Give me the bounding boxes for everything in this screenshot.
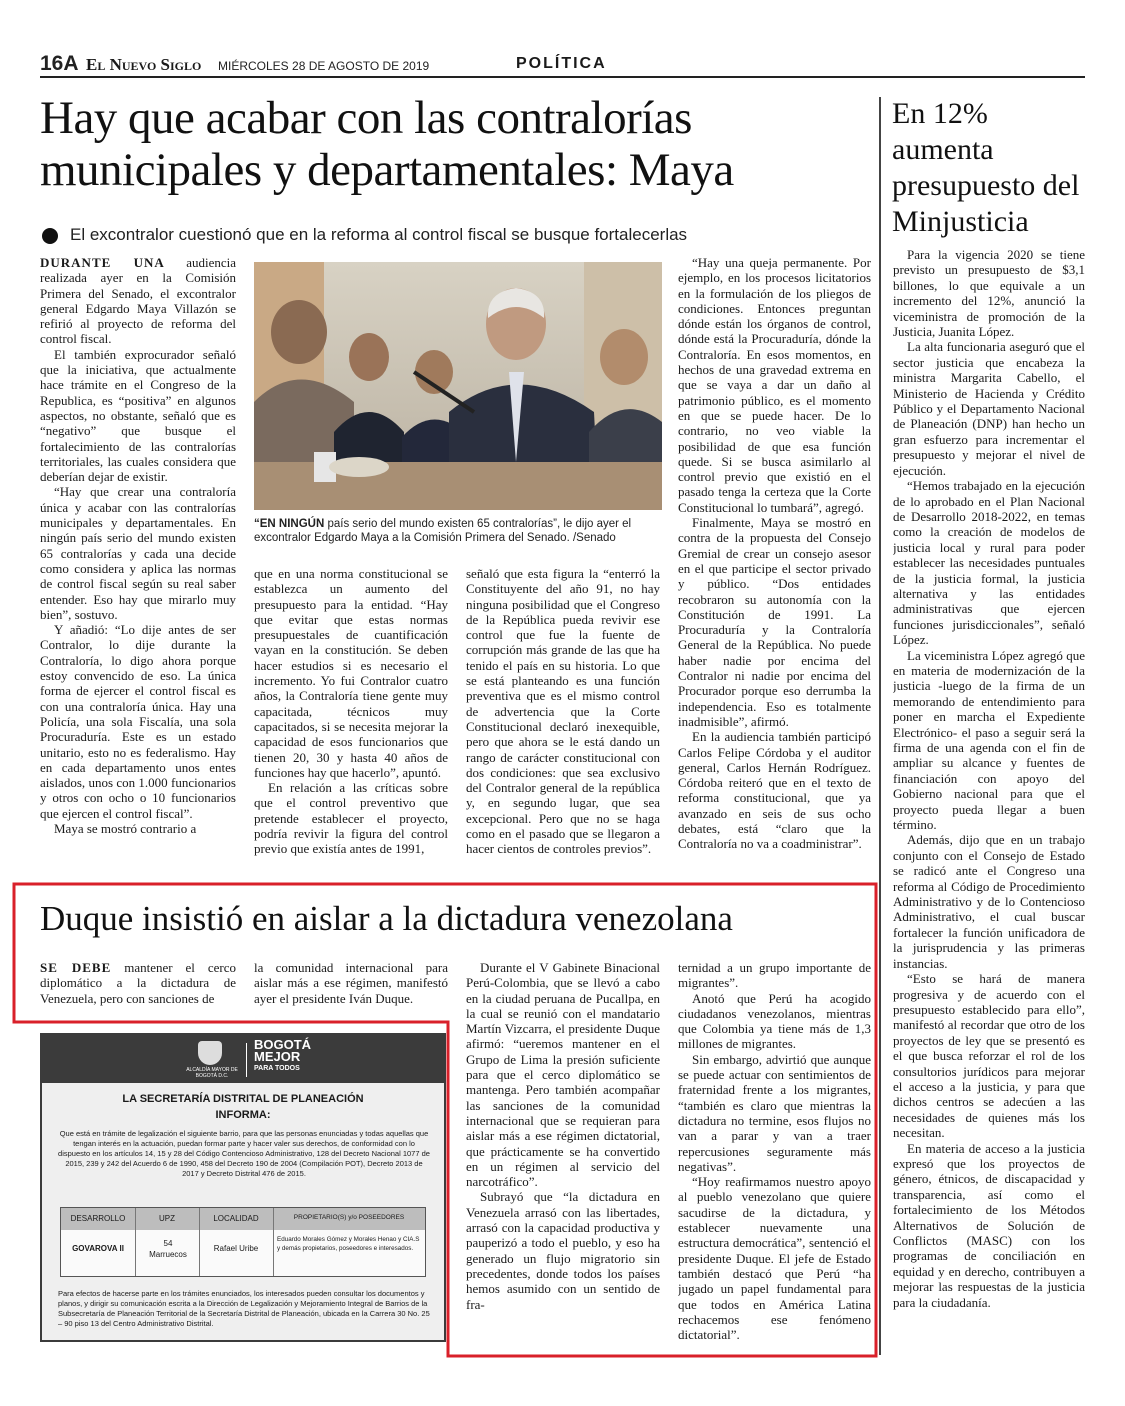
td-upz: 54 Marruecos (149, 1239, 187, 1259)
td-propietarios: Eduardo Morales Gómez y Morales Henao y CIA.S y demás propietarios, poseedores e interesados. (277, 1236, 420, 1252)
paragraph: Para la vigencia 2020 se tiene previsto un presupuesto de $3,1 billones, lo que equivale a un incremento del 12%, anunció la viceministra de promoción de la Justicia, Juanita López. (893, 247, 1085, 340)
paragraph: Anotó que Perú ha acogido ciudadanos venezolanos, mientras que Colombia ya tiene más de 1,3 millones de migrantes. (678, 990, 871, 1052)
col-divider (273, 1208, 274, 1276)
duque-headline: Duque insistió en aislar a la dictadura venezolana (40, 899, 733, 938)
paragraph: La alta funcionaria aseguró que el sector justicia que encabeza la ministra Margarita Cabello, el Ministerio de Hacienda y Crédito Público y el Departamento Nacional de Planeación (DNP) han hecho un gran esfuerzo para incrementar el presupuesto y mejorar el nivel de ejecución. (893, 339, 1085, 478)
logo-word-3: PARA TODOS (254, 1065, 300, 1072)
ad-body: Que está en trámite de legalización el siguiente barrio, para que las personas enunciadas y todas aquellas que tengan interés en la actuación, puedan formar parte y hacer valer sus derechos, de conformidad con lo dispuesto en los artículos 14, 15 y 28 del Código Contencioso Administrativo, 128 del Decreto Nacional 1077 de 2015, 239 y 242 del Acuerdo 6 de 1990, 458 del Decreto 190 de 2004 (Compilación POT), Decreto 2013 de 2017 y Decreto Distrital 476 de 2015. (58, 1129, 430, 1178)
main-subheadline: El excontralor cuestionó que en la reforma al control fiscal se busque fortalecerlas (70, 225, 688, 244)
logo-word-1: BOGOTÁ (254, 1037, 312, 1052)
paragraph: Subrayó que “la dictadura en Venezuela arrasó con las libertades, arrasó con la capacidad productiva y pauperizó a todo el pueblo, y eso ha generado un flujo migratorio sin precedentes, donde todos los países hemos asumido con un sentido de fra- (466, 1189, 660, 1312)
page-number: 16A (40, 52, 79, 75)
paragraph: Finalmente, Maya se mostró en contra de la propuesta del Consejo Gremial de crear un consejo asesor en el que participe el sector privado y público. “Dos entidades recobraron su autonomía con la Constitución de 1991. La Procuraduría y la Contraloría General de la República. No puede haber nadie por encima del Contralor ni nadie por encima del Procurador porque eso derrumba la independencia. Eso es totalmente inadmisible”, afirmó. (678, 515, 871, 729)
th-upz: UPZ (159, 1214, 175, 1223)
paragraph: Sin embargo, advirtió que aunque se puede actuar con sentimientos de fraternidad frente a los migrantes, “también es claro que mientras la dictadura no termine, esos flujos no van a parar y van a traer repercusiones seguramente más negativas”. (678, 1051, 871, 1174)
col-divider (135, 1208, 136, 1276)
paragraph: mantener el cerco diplomático a la dictadura de Venezuela, pero con sanciones de (40, 960, 236, 1006)
senate-hearing-image (254, 262, 662, 510)
ad-logo-right (254, 1039, 334, 1075)
paper-name: El Nuevo Siglo (86, 55, 202, 74)
photo-caption (254, 517, 659, 545)
paragraph: la comunidad internacional para aislar más a ese régimen, manifestó ayer el presidente Iván Duque. (254, 960, 448, 1006)
paragraph: Durante el V Gabinete Binacional Perú-Colombia, que se llevó a cabo en la ciudad peruana de Pucallpa, en la cual se reunió con el mandatario Martín Vizcarra, el presidente Duque afirmó: “ueremos mantener en el Grupo de Lima la presión suficiente para que el cerco diplomático se mantenga. Pero también acompañar las sanciones de la comunidad internacional que se requieran para aislar más a ese régimen dictatorial, que prácticamente se ha convertido en un régimen al servicio del narcotráfico”. (466, 960, 660, 1190)
td-localidad: Rafael Uribe (213, 1244, 259, 1253)
main-article-col4 (678, 255, 871, 877)
paragraph: “Hemos trabajado en la ejecución de lo aprobado en el Plan Nacional de Desarrollo 2018-2022, en temas como la creación de modelos de justicia local y rural para poder establecer las necesidades puntuales de la justicia formal, la justicia alternativa y las entidades administrativas que ejercen funciones jurisdiccionales”, señaló López. (893, 478, 1085, 648)
paragraph: “Hoy reafirmamos nuestro apoyo al pueblo venezolano que quiere sacudirse de la dictadura, y establecer nuevamente una estructura democrática”, sentenció el presidente Duque. El jefe de Estado también destacó que Perú “ha jugado un papel fundamental para que todos en América Latina rechacemos ese fenómeno dictatorial”. (678, 1174, 871, 1343)
caption-text: país serio del mundo existen 65 contralorías”, le dijo ayer el excontralor Edgardo Maya a la Comisión Primera del Senado. /Senado (254, 518, 632, 544)
main-headline: Hay que acabar con las contralorías municipales y departamentales: Maya (40, 92, 734, 196)
sidebar-article-body (893, 247, 1085, 1355)
ad-header-bar (42, 1035, 444, 1083)
page-header (40, 52, 1085, 76)
duque-col2 (254, 960, 448, 1020)
duque-col1 (40, 960, 236, 1020)
main-article-col2 (254, 566, 448, 877)
th-desarrollo: DESARROLLO (70, 1214, 126, 1223)
header-rule (40, 76, 1085, 78)
planning-notice-ad (40, 1033, 446, 1342)
col-divider (199, 1208, 200, 1276)
paragraph: “Hay una queja permanente. Por ejemplo, en los procesos licitatorios en la formulación de los pliegos de condiciones. Entonces preguntan dónde están los órganos de control, dónde está la Procuraduría, dónde la Contraloría. En esos momentos, en hechos de una gravedad extrema en que se vaya a dar un daño al patrimonio público, es el momento en que se puede hacer. De lo contrario, no veo viable la posibilidad de que esa función quede. Si se busca asimilarlo al control previo que existió en el pasado tenga la certeza que la Corte Constitucional lo tumbará”, agregó. (678, 255, 871, 515)
paragraph: ternidad a un grupo importante de migrantes”. (678, 960, 871, 991)
paragraph: En relación a las críticas sobre que el control preventivo que pretende establecer el proyecto, podría revivir la figura del control previo que existía antes de 1991, (254, 780, 448, 857)
lead-word: SE DEBE (40, 960, 112, 975)
paragraph: Y añadió: “Lo dije antes de ser Contralor, lo dije durante la Contraloría, lo digo ahora porque estoy convencido de eso. La única forma de ejercer el control fiscal es con una contraloría única. Hay una Policía, una sola Fiscalía, una sola Procuraduría. Este es un estado unitario, esto no es federalismo. Hay en cada departamento unos entes aislados, unos con 1.000 funcionarios y otros con ocho o 10 funcionarios que ejercen el control fiscal”. (40, 622, 236, 821)
paragraph: señaló que esta figura la “enterró la Constituyente del año 91, no hay ninguna posibilidad que el Congreso de la República pueda revivir ese control que fue la fuente de corrupción más grande de las que ha tenido el país en su historia. Lo que se está planteando es una función preventiva que es el mismo control de advertencia que la Corte Constitucional declaró inexequible, pero que ahora se le está dando un rango de carácter constitucional con dos condiciones: que sea exclusivo del Contralor general de la república y, en segundo lugar, que sea excepcional. Pero que no se haga como en el pasado que se llegaron a hacer cientos de controles previos”. (466, 566, 660, 857)
paragraph: Además, dijo que en un trabajo conjunto con el Consejo de Estado se radicó ante el Congreso una reforma al Código de Procedimiento Administrativo y de lo Contencioso Administrativo, el cual buscar fortalecer la función unificadora de la jurisprudencia y las primeras instancias. (893, 832, 1085, 971)
paragraph: La viceministra López agregó que en materia de modernización de la justicia -luego de la firma de un memorando de entendimiento para poner en marcha el Expediente Electrónico- el paso a seguir será la firma de una agenda con el fin de ampliar su alcance y fuentes de financiación con apoyo del Gobierno nacional para que el proyecto pueda llegar a buen término. (893, 647, 1085, 833)
ad-logo-left: ALCALDÍA MAYOR DE BOGOTÁ D.C. (186, 1067, 238, 1079)
paragraph: que en una norma constitucional se establezca un aumento del presupuesto para la entidad. “Hay que evitar que estas normas presupuestales de cuantificación vayan en la constitución. Se deben hacer estudios si es necesario el incremento. Yo fui Contralor cuatro años, la Contraloría tiene gente muy capacitada, técnicos muy capacitados, si se necesita mejorar la capacidad de esos funcionarios que tienen 20, 30 y hasta 40 años de funciones hay que hacerlo”, apuntó. (254, 566, 448, 780)
coat-of-arms-icon (198, 1041, 222, 1065)
ad-footer: Para efectos de hacerse parte en los trámites enunciados, los interesados pueden consultar los documentos y planos, y dirigir su comunicación escrita a la Dirección de Legalización y Mejoramiento Integral de Barrios de la Subsecretaría de Planeación Territorial de la Secretaría Distrital de Planeación, ubicada en la Carrera 30 No. 25 – 90 piso 13 del Centro Administrativo Distrital. (58, 1289, 430, 1328)
paragraph: Maya se mostró contrario a (54, 820, 197, 836)
issue-date: MIÉRCOLES 28 DE AGOSTO DE 2019 (218, 59, 430, 73)
paragraph: El también exprocurador señaló que la iniciativa, que actualmente hace trámite en el Congreso de la Republica, es “positiva” en algunos aspectos, no obstante, señaló que es “negativo” que busque el fortalecimiento de las contralorías territoriales, las cuales considera que deberían dejar de existir. (40, 346, 236, 485)
paragraph: En materia de acceso a la justicia expresó que los proyectos de género, étnicos, de discapacidad y transparencia, así como el fortalecimiento de los Métodos Alternativos de Solución de Conflictos (MASC) con los programas de conciliación en equidad y en derecho, contribuyen a mejorar las respuestas de la justicia para la ciudadanía. (893, 1140, 1085, 1310)
article-photo (254, 262, 662, 510)
td-desarrollo: GOVAROVA II (72, 1244, 124, 1253)
th-propietarios: PROPIETARIO(S) y/o POSEEDORES (293, 1214, 405, 1221)
logo-divider (246, 1043, 247, 1077)
main-article-col1 (40, 255, 236, 877)
paragraph: “Esto se hará de manera progresiva y de acuerdo con el presupuesto establecido para ello”, manifestó al recordar que otro de los proyectos de ley que se presentó es el que busca reforzar el rol de los consultorios jurídicos para mejorar el acceso a la justicia, y para que dichos centros se adecúen a las necesidades de quienes más los necesitan. (893, 971, 1085, 1141)
paragraph: En la audiencia también participó Carlos Felipe Córdoba y el auditor general, Carlos Hernán Rodríguez. Córdoba reiteró que en el texto de reforma constitucional, que ya avanzado en seis de sus ocho debates, está “claro que la Contraloría no va a coadministrar”. (678, 729, 871, 852)
duque-col4 (678, 960, 871, 1350)
subheadline-bullet (42, 228, 58, 244)
ad-table (60, 1207, 426, 1277)
paragraph: “Hay que crear una contraloría única y acabar con las contralorías municipales y departamentales. En ningún país serio del mundo existen 65 contralorías y cada una decide como considera y aplica las normas de control fiscal según su real saber entender. Eso hay que mirarlo muy bien”, sostuvo. (40, 484, 236, 622)
logo-word-2: MEJOR (254, 1049, 301, 1064)
ad-title: LA SECRETARÍA DISTRITAL DE PLANEACIÓN (122, 1093, 364, 1105)
duque-col3 (466, 960, 660, 1350)
sidebar-headline: En 12% aumenta presupuesto del Minjusticia (892, 97, 1080, 238)
ad-subtitle: INFORMA: (215, 1109, 271, 1121)
main-article-col3 (466, 566, 660, 877)
paragraph: audiencia realizada ayer en la Comisión Primera del Senado, el excontralor general Edgardo Maya Villazón se refirió al proyecto de reforma del control fiscal. (40, 255, 236, 347)
lead-word: DURANTE UNA (40, 255, 165, 270)
section-name: POLÍTICA (516, 55, 607, 72)
th-localidad: LOCALIDAD (213, 1214, 259, 1223)
caption-lead: “EN NINGÚN (254, 518, 325, 530)
